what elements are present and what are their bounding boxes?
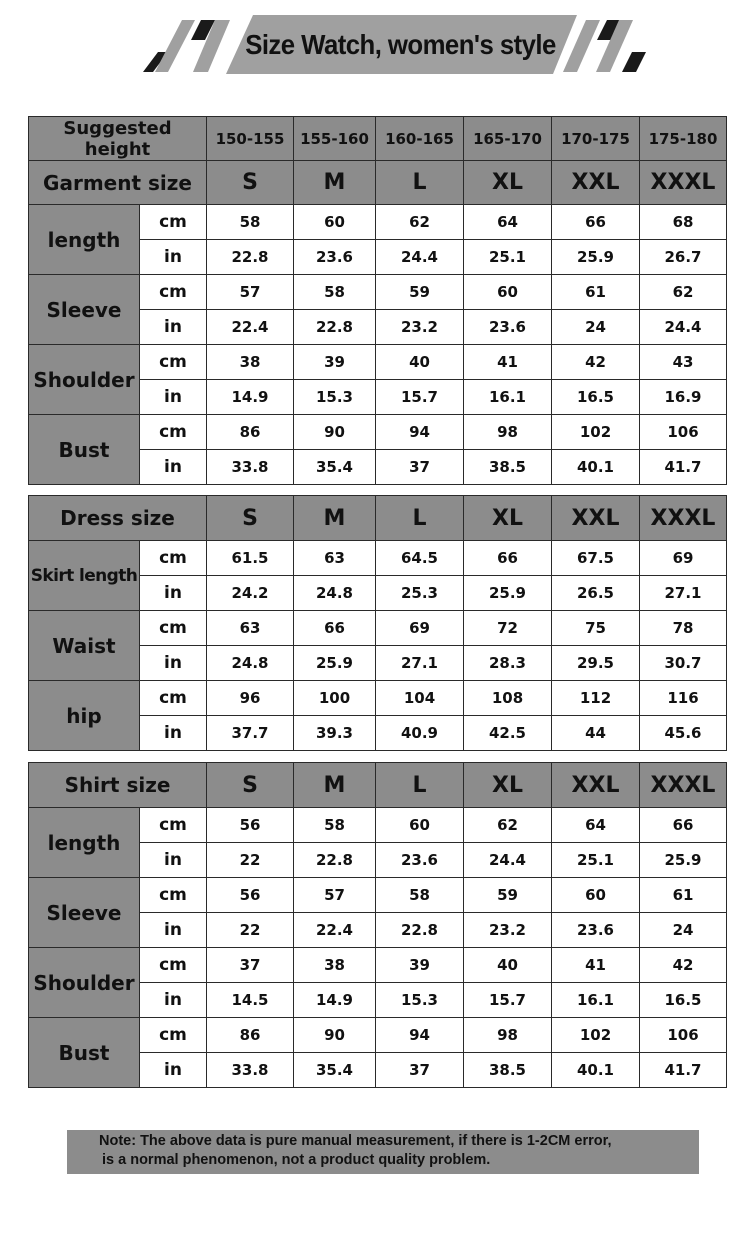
title-banner — [0, 0, 750, 95]
size-cell: L — [376, 763, 464, 808]
value-cell: 90 — [294, 1018, 376, 1053]
table-row — [29, 1018, 727, 1053]
value-cell: 60 — [376, 808, 464, 843]
value-cell: 60 — [464, 275, 552, 310]
value-cell: 14.5 — [207, 983, 294, 1018]
value-cell: 24.4 — [640, 310, 727, 345]
value-cell: 43 — [640, 345, 727, 380]
size-cell: XXXL — [640, 161, 727, 205]
height-cell: 165-170 — [464, 117, 552, 161]
size-cell: S — [207, 496, 294, 541]
value-cell: 23.6 — [552, 913, 640, 948]
value-cell: 22.8 — [207, 240, 294, 275]
value-cell: 90 — [294, 415, 376, 450]
value-cell: 22 — [207, 843, 294, 878]
value-cell: 64 — [464, 205, 552, 240]
value-cell: 104 — [376, 681, 464, 716]
value-cell: 39 — [294, 345, 376, 380]
value-cell: 39.3 — [294, 716, 376, 751]
size-cell: M — [294, 161, 376, 205]
unit-cm: cm — [140, 878, 207, 913]
dress-size-label: Dress size — [29, 496, 207, 541]
value-cell: 22.8 — [376, 913, 464, 948]
value-cell: 41.7 — [640, 1053, 727, 1088]
value-cell: 44 — [552, 716, 640, 751]
value-cell: 14.9 — [294, 983, 376, 1018]
value-cell: 23.6 — [376, 843, 464, 878]
measurement-note — [67, 1130, 699, 1174]
value-cell: 41 — [552, 948, 640, 983]
size-cell: L — [376, 161, 464, 205]
value-cell: 100 — [294, 681, 376, 716]
measure-label: Skirt length — [29, 541, 140, 611]
value-cell: 40.9 — [376, 716, 464, 751]
value-cell: 33.8 — [207, 1053, 294, 1088]
garment-size-table — [28, 116, 727, 485]
value-cell: 66 — [640, 808, 727, 843]
value-cell: 15.3 — [376, 983, 464, 1018]
value-cell: 94 — [376, 415, 464, 450]
value-cell: 40 — [464, 948, 552, 983]
value-cell: 61 — [552, 275, 640, 310]
value-cell: 41.7 — [640, 450, 727, 485]
value-cell: 25.9 — [552, 240, 640, 275]
value-cell: 41 — [464, 345, 552, 380]
table-row — [29, 808, 727, 843]
value-cell: 29.5 — [552, 646, 640, 681]
value-cell: 63 — [207, 611, 294, 646]
value-cell: 16.5 — [552, 380, 640, 415]
size-header-row — [29, 161, 727, 205]
value-cell: 24.4 — [376, 240, 464, 275]
value-cell: 86 — [207, 415, 294, 450]
height-cell: 170-175 — [552, 117, 640, 161]
value-cell: 24 — [552, 310, 640, 345]
unit-in: in — [140, 983, 207, 1018]
measure-label: length — [29, 808, 140, 878]
size-cell: XXXL — [640, 496, 727, 541]
unit-cm: cm — [140, 1018, 207, 1053]
value-cell: 14.9 — [207, 380, 294, 415]
value-cell: 58 — [294, 275, 376, 310]
size-cell: S — [207, 763, 294, 808]
size-cell: XXL — [552, 763, 640, 808]
value-cell: 63 — [294, 541, 376, 576]
value-cell: 112 — [552, 681, 640, 716]
value-cell: 66 — [464, 541, 552, 576]
value-cell: 27.1 — [376, 646, 464, 681]
value-cell: 58 — [207, 205, 294, 240]
unit-in: in — [140, 310, 207, 345]
value-cell: 35.4 — [294, 1053, 376, 1088]
value-cell: 40.1 — [552, 450, 640, 485]
value-cell: 45.6 — [640, 716, 727, 751]
value-cell: 37 — [207, 948, 294, 983]
value-cell: 22 — [207, 913, 294, 948]
table-row — [29, 681, 727, 716]
value-cell: 66 — [294, 611, 376, 646]
height-cell: 150-155 — [207, 117, 294, 161]
value-cell: 116 — [640, 681, 727, 716]
dress-size-table — [28, 495, 727, 751]
value-cell: 40 — [376, 345, 464, 380]
note-line-1: Note: The above data is pure manual measurement, if there is 1-2CM error, — [99, 1133, 612, 1149]
measure-label: hip — [29, 681, 140, 751]
value-cell: 42.5 — [464, 716, 552, 751]
unit-in: in — [140, 576, 207, 611]
unit-cm: cm — [140, 415, 207, 450]
height-cell: 175-180 — [640, 117, 727, 161]
value-cell: 15.7 — [376, 380, 464, 415]
table-row — [29, 205, 727, 240]
value-cell: 108 — [464, 681, 552, 716]
value-cell: 15.7 — [464, 983, 552, 1018]
value-cell: 59 — [464, 878, 552, 913]
value-cell: 42 — [552, 345, 640, 380]
value-cell: 94 — [376, 1018, 464, 1053]
table-row — [29, 275, 727, 310]
value-cell: 58 — [294, 808, 376, 843]
value-cell: 25.9 — [294, 646, 376, 681]
value-cell: 37 — [376, 450, 464, 485]
value-cell: 59 — [376, 275, 464, 310]
measure-label: length — [29, 205, 140, 275]
size-cell: XXL — [552, 496, 640, 541]
value-cell: 26.5 — [552, 576, 640, 611]
value-cell: 38.5 — [464, 1053, 552, 1088]
unit-in: in — [140, 450, 207, 485]
unit-in: in — [140, 380, 207, 415]
measure-label: Waist — [29, 611, 140, 681]
size-cell: S — [207, 161, 294, 205]
value-cell: 57 — [294, 878, 376, 913]
shirt-size-label: Shirt size — [29, 763, 207, 808]
table-row — [29, 878, 727, 913]
size-header-row — [29, 496, 727, 541]
value-cell: 57 — [207, 275, 294, 310]
value-cell: 33.8 — [207, 450, 294, 485]
note-line-2: is a normal phenomenon, not a product quality problem. — [102, 1152, 491, 1168]
value-cell: 16.1 — [464, 380, 552, 415]
value-cell: 23.6 — [464, 310, 552, 345]
value-cell: 25.1 — [552, 843, 640, 878]
value-cell: 69 — [376, 611, 464, 646]
value-cell: 86 — [207, 1018, 294, 1053]
value-cell: 25.1 — [464, 240, 552, 275]
value-cell: 25.9 — [464, 576, 552, 611]
measure-label: Bust — [29, 1018, 140, 1088]
value-cell: 24.2 — [207, 576, 294, 611]
value-cell: 23.2 — [464, 913, 552, 948]
table-row — [29, 345, 727, 380]
value-cell: 38 — [207, 345, 294, 380]
value-cell: 62 — [376, 205, 464, 240]
unit-in: in — [140, 1053, 207, 1088]
unit-in: in — [140, 240, 207, 275]
value-cell: 24.4 — [464, 843, 552, 878]
suggested-height-label: Suggested height — [29, 117, 207, 161]
value-cell: 56 — [207, 878, 294, 913]
value-cell: 67.5 — [552, 541, 640, 576]
size-cell: M — [294, 496, 376, 541]
value-cell: 37.7 — [207, 716, 294, 751]
value-cell: 37 — [376, 1053, 464, 1088]
value-cell: 38.5 — [464, 450, 552, 485]
height-cell: 160-165 — [376, 117, 464, 161]
height-row — [29, 117, 727, 161]
measure-label: Shoulder — [29, 345, 140, 415]
unit-cm: cm — [140, 611, 207, 646]
value-cell: 106 — [640, 415, 727, 450]
value-cell: 23.2 — [376, 310, 464, 345]
measure-label: Sleeve — [29, 275, 140, 345]
value-cell: 30.7 — [640, 646, 727, 681]
value-cell: 25.3 — [376, 576, 464, 611]
unit-cm: cm — [140, 205, 207, 240]
value-cell: 98 — [464, 1018, 552, 1053]
table-row — [29, 611, 727, 646]
value-cell: 35.4 — [294, 450, 376, 485]
unit-in: in — [140, 646, 207, 681]
value-cell: 96 — [207, 681, 294, 716]
value-cell: 106 — [640, 1018, 727, 1053]
value-cell: 78 — [640, 611, 727, 646]
value-cell: 98 — [464, 415, 552, 450]
value-cell: 15.3 — [294, 380, 376, 415]
unit-cm: cm — [140, 948, 207, 983]
value-cell: 16.1 — [552, 983, 640, 1018]
value-cell: 22.4 — [207, 310, 294, 345]
size-cell: L — [376, 496, 464, 541]
value-cell: 66 — [552, 205, 640, 240]
value-cell: 62 — [464, 808, 552, 843]
size-cell: XL — [464, 161, 552, 205]
value-cell: 22.8 — [294, 310, 376, 345]
size-cell: M — [294, 763, 376, 808]
value-cell: 42 — [640, 948, 727, 983]
value-cell: 38 — [294, 948, 376, 983]
value-cell: 102 — [552, 415, 640, 450]
value-cell: 24.8 — [207, 646, 294, 681]
unit-cm: cm — [140, 541, 207, 576]
unit-cm: cm — [140, 808, 207, 843]
value-cell: 26.7 — [640, 240, 727, 275]
measure-label: Sleeve — [29, 878, 140, 948]
size-cell: XXL — [552, 161, 640, 205]
size-cell: XL — [464, 496, 552, 541]
value-cell: 40.1 — [552, 1053, 640, 1088]
value-cell: 22.8 — [294, 843, 376, 878]
size-cell: XXXL — [640, 763, 727, 808]
value-cell: 25.9 — [640, 843, 727, 878]
value-cell: 24 — [640, 913, 727, 948]
table-row — [29, 415, 727, 450]
unit-in: in — [140, 716, 207, 751]
measure-label: Shoulder — [29, 948, 140, 1018]
value-cell: 58 — [376, 878, 464, 913]
measure-label: Bust — [29, 415, 140, 485]
value-cell: 27.1 — [640, 576, 727, 611]
height-cell: 155-160 — [294, 117, 376, 161]
value-cell: 102 — [552, 1018, 640, 1053]
value-cell: 60 — [552, 878, 640, 913]
table-row — [29, 541, 727, 576]
value-cell: 64 — [552, 808, 640, 843]
value-cell: 69 — [640, 541, 727, 576]
value-cell: 23.6 — [294, 240, 376, 275]
value-cell: 61.5 — [207, 541, 294, 576]
value-cell: 62 — [640, 275, 727, 310]
value-cell: 56 — [207, 808, 294, 843]
size-header-row — [29, 763, 727, 808]
value-cell: 28.3 — [464, 646, 552, 681]
page-title: Size Watch, women's style — [245, 29, 556, 60]
value-cell: 16.5 — [640, 983, 727, 1018]
unit-in: in — [140, 843, 207, 878]
value-cell: 16.9 — [640, 380, 727, 415]
value-cell: 64.5 — [376, 541, 464, 576]
value-cell: 68 — [640, 205, 727, 240]
shirt-size-table — [28, 762, 727, 1088]
value-cell: 24.8 — [294, 576, 376, 611]
garment-size-label: Garment size — [29, 161, 207, 205]
value-cell: 72 — [464, 611, 552, 646]
unit-in: in — [140, 913, 207, 948]
value-cell: 39 — [376, 948, 464, 983]
table-row — [29, 948, 727, 983]
value-cell: 22.4 — [294, 913, 376, 948]
unit-cm: cm — [140, 345, 207, 380]
unit-cm: cm — [140, 275, 207, 310]
unit-cm: cm — [140, 681, 207, 716]
value-cell: 60 — [294, 205, 376, 240]
value-cell: 61 — [640, 878, 727, 913]
value-cell: 75 — [552, 611, 640, 646]
size-cell: XL — [464, 763, 552, 808]
